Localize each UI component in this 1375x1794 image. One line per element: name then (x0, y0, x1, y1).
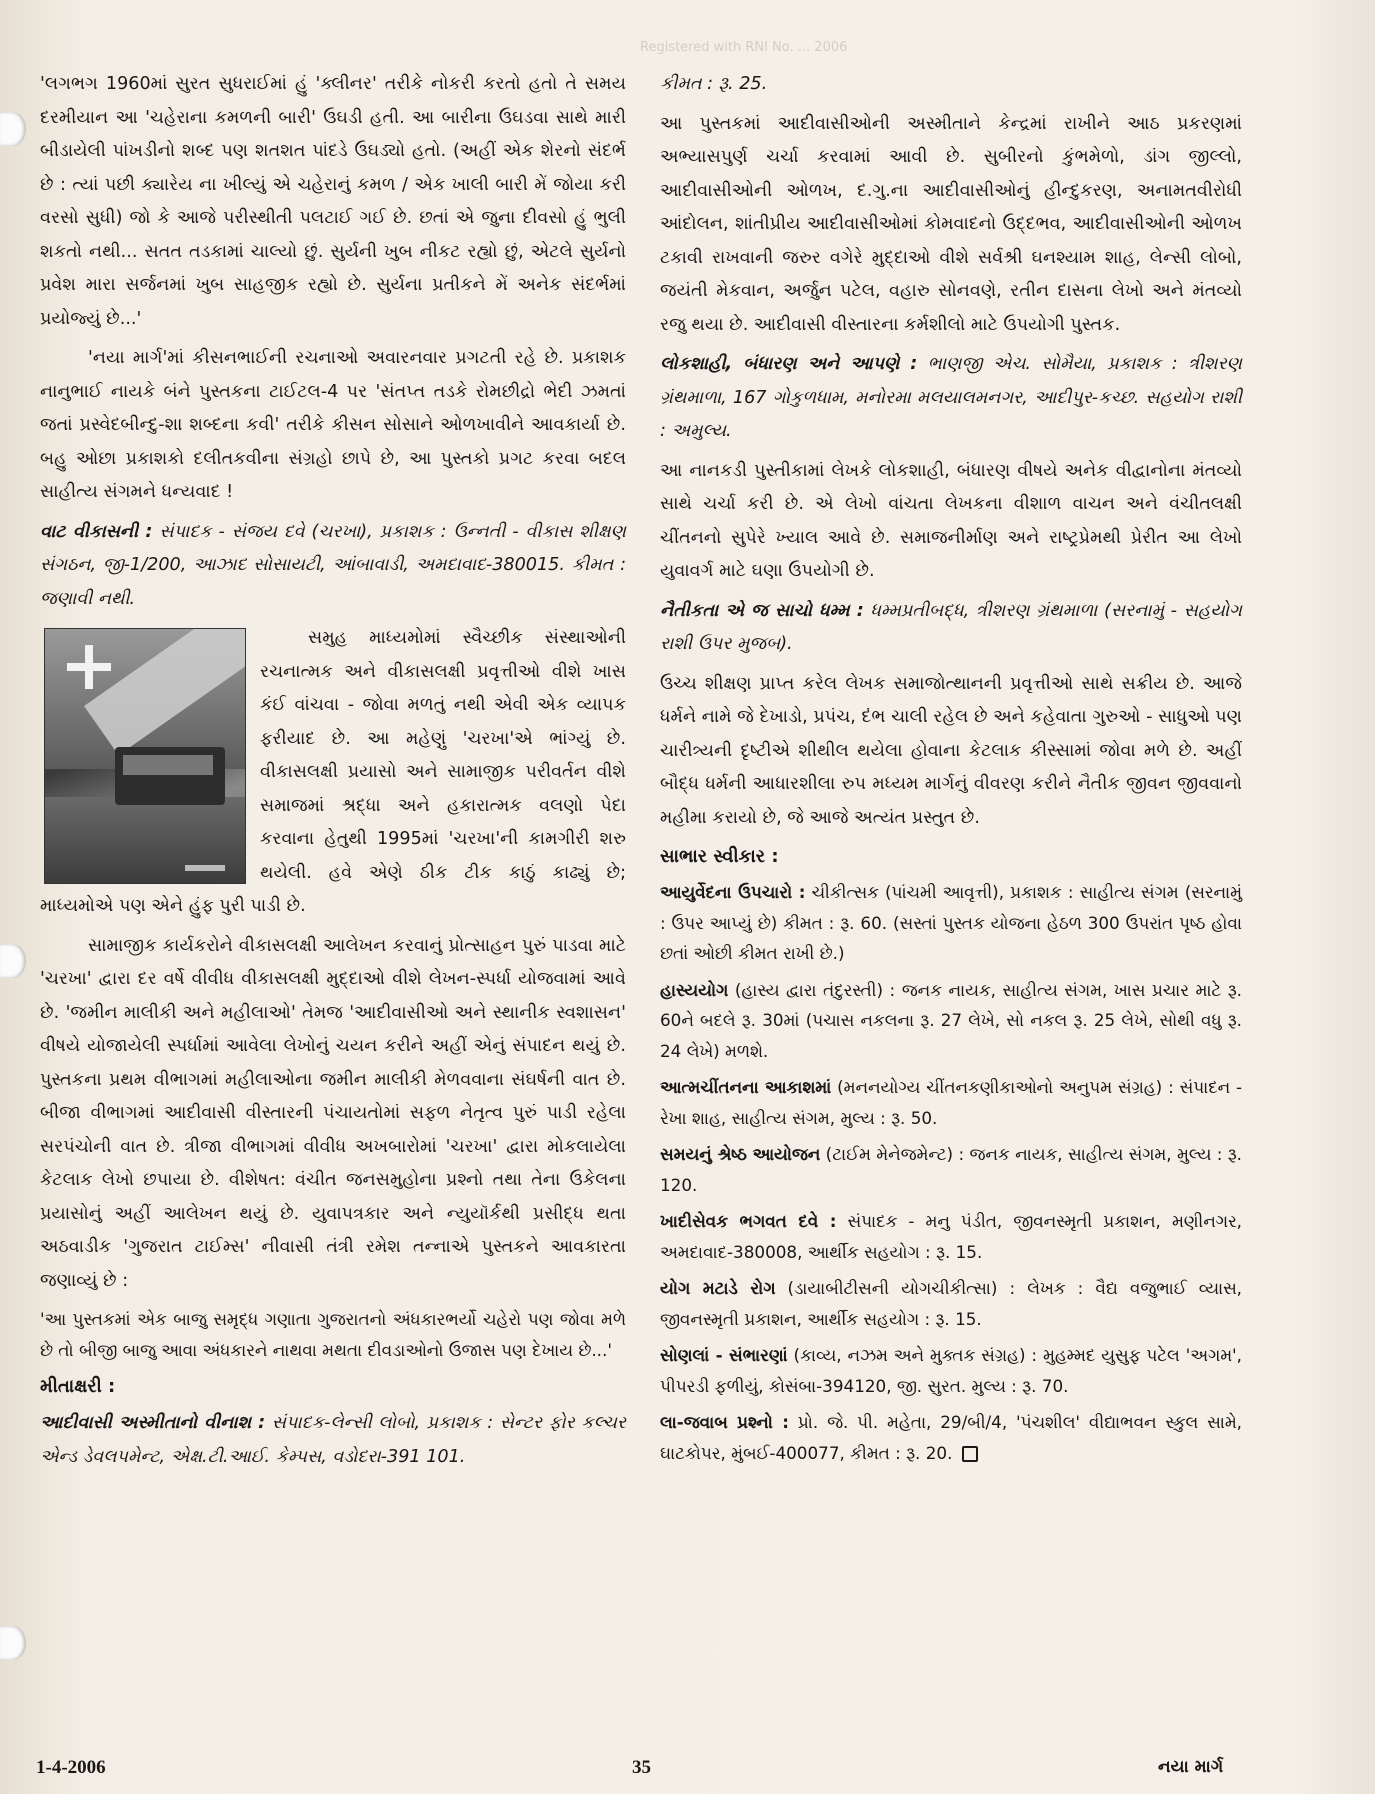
received-entry (660, 1407, 1242, 1468)
entry-title: આયુર્વેદના ઉપચારો : (660, 882, 806, 902)
entry-text: સંપાદક - મનુ પંડીત, જીવનસ્મૃતી પ્રકાશન, મણીનગર, અમદાવાદ-380008, આર્થીક સહયોગ : રૂ. 15. (660, 1211, 1242, 1262)
received-entry (660, 1273, 1242, 1334)
magazine-name: નયા માર્ગ (1158, 1757, 1224, 1777)
right-column (660, 68, 1242, 1474)
entry-text: (હાસ્ય દ્વારા તંદુરસ્તી) : જનક નાયક, સાહીત્ય સંગમ, ખાસ પ્રચાર માટે રૂ. 60ને બદલે રૂ. 30માં (પચાસ નકલના રૂ. 27 લેખે, સો નકલ રૂ. 25 લેખે, સોથી વધુ રૂ. 24 લેખે) મળશે. (660, 979, 1242, 1061)
book-details: ધમ્મપ્રતીબદ્ધ, ત્રીશરણ ગ્રંથમાળા (સરનામું - સહયોગ રાશી ઉપર મુજબ). (660, 600, 1242, 654)
entry-title: હાસ્યયોગ (660, 979, 729, 1000)
quote-paragraph: 'લગભગ 1960માં સુરત સુધરાઈમાં હું 'ક્લીનર' તરીકે નોકરી કરતો હતો તે સમય દરમીયાન આ 'ચહેરાના કમળની બારી' ઉઘડી હતી. આ બારીના ઉઘડવા સાથે મારી બીડાયેલી પાંખડીનો શબ્દ પણ શતશત પાંદડે ઉઘડ્યો હતો. (અહીં એક શેરનો સંદર્ભ છે : ત્યાં પછી ક્યારેય ના ખીલ્યું એ ચહેરાનું કમળ / એક ખાલી બારી મેં જોયા કરી વરસો સુધી) જો કે આજે પરીસ્થીતી પલટાઈ ગઈ છે. છતાં એ જુના દીવસો હું ભુલી શકતો નથી... સતત તડકામાં ચાલ્યો છું. સુર્યની ખુબ નીકટ રહ્યો છું, એટલે સુર્યનો પ્રવેશ મારા સર્જનમાં ખુબ સાહજીક રહ્યો છે. સુર્યના પ્રતીકને મેં અનેક સંદર્ભમાં પ્રયોજ્યું છે...' (40, 74, 626, 329)
end-mark-icon (962, 1446, 978, 1462)
received-entry (660, 1139, 1242, 1200)
punch-hole (0, 112, 26, 146)
entry-text: (મનનયોગ્ય ચીંતનકણીકાઓનો અનુપમ સંગ્રહ) : સંપાદન - રેખા શાહ, સાહીત્ય સંગમ, મુલ્ય : રૂ. 50. (660, 1077, 1242, 1128)
book-details: સંપાદક - સંજય દવે (ચરખા), પ્રકાશક : ઉન્નતી - વીકાસ શીક્ષણ સંગઠન, જી-1/200, આઝાદ સોસાયટી, આંબાવાડી, અમદાવાદ-380015. કીમત : જણાવી નથી. (40, 521, 626, 609)
entry-text: (કાવ્ય, નઝમ અને મુક્તક સંગ્રહ) : મુહમ્મદ યુસુફ પટેલ 'અગમ', પીપરડી ફળીયું, કોસંબા-394120, જી. સુરત. મુલ્ય : રૂ. 70. (660, 1345, 1242, 1396)
body-paragraph: સામાજીક કાર્યકરોને વીકાસલક્ષી આલેખન કરવાનું પ્રોત્સાહન પુરું પાડવા માટે 'ચરખા' દ્વારા દર વર્ષે વીવીધ વીકાસલક્ષી મુદ્દાઓ વીશે લેખન-સ્પર્ધા યોજવામાં આવે છે. 'જમીન માલીકી અને મહીલાઓ' તેમજ 'આદીવાસીઓ અને સ્થાનીક સ્વશાસન' વીષયે યોજાયેલી સ્પર્ધામાં આવેલા લેખોનું ચયન કરીને અહીં એનું સંપાદન થયું છે. પુસ્તકના પ્રથમ વીભાગમાં મહીલાઓના જમીન માલીકી મેળવવાના સંઘર્ષની વાત છે. બીજા વીભાગમાં આદીવાસી વીસ્તારની પંચાયતોમાં સફળ નેતૃત્વ પુરું પાડી રહેલા સરપંચોની વાત છે. ત્રીજા વીભાગમાં વીવીધ અખબારોમાં 'ચરખા' દ્વારા મોકલાયેલા કેટલાક લેખો છપાયા છે. વીશેષત: વંચીત જનસમુહોના પ્રશ્નો તથા તેના ઉકેલના પ્રયાસોનું અહીં આલેખન થયું છે. યુવાપત્રકાર અને ન્યુયૉર્કથી પ્રસીદ્ધ થતા અઠવાડીક 'ગુજરાત ટાઈમ્સ' નીવાસી તંત્રી રમેશ તન્નાએ પુસ્તકને આવકારતા જણાવ્યું છે : (40, 935, 626, 1291)
body-paragraph: સમુહ માધ્યમોમાં સ્વૈચ્છીક સંસ્થાઓની રચનાત્મક અને વીકાસલક્ષી પ્રવૃત્તીઓ વીશે ખાસ કંઈ વાંચવા - જોવા મળતું નથી એવી એક વ્યાપક ફરીયાદ છે. આ મહેણું 'ચરખા'એ ભાંગ્યું છે. વીકાસલક્ષી પ્રયાસો અને સામાજીક પરીવર્તન વીશે સમાજમાં શ્રદ્ધા અને હકારાત્મક વલણો પેદા કરવાના હેતુથી 1995માં 'ચરખા'ની કામગીરી શરુ થયેલી. હવે એણે ઠીક ટીક કાઠું કાઢ્યું છે; માધ્યમોએ પણ એને હુંફ પુરી પાડી છે. (40, 628, 626, 916)
book-entry (40, 1407, 626, 1474)
section-heading: સાભાર સ્વીકાર : (660, 846, 779, 867)
book-details: સંપાદક-લેન્સી લોબો, પ્રકાશક : સેન્ટર ફોર કલ્ચર એન્ડ ડેવલપમેન્ટ, એક્ષ.ટી.આઈ. કેમ્પસ, વડોદરા-391 101. (40, 1413, 626, 1467)
left-column (40, 68, 626, 1480)
book-title: આદીવાસી અસ્મીતાનો વીનાશ : (40, 1413, 266, 1433)
punch-hole (0, 944, 26, 978)
page-number: 35 (632, 1757, 651, 1778)
punch-hole (0, 1626, 26, 1660)
book-entry (660, 595, 1242, 662)
book-details: ભાણજી એચ. સોમૈયા, પ્રકાશક : ત્રીશરણ ગ્રંથમાળા, 167 ગોકુળધામ, મનોરમા મલયાલમનગર, આદીપુર-કચ્છ. સહયોગ રાશી : અમુલ્ય. (660, 354, 1243, 441)
entry-text: (ટાઈમ મેનેજમેન્ટ) : જનક નાયક, સાહીત્ય સંગમ, મુલ્ય : રૂ. 120. (660, 1144, 1242, 1195)
body-paragraph: આ નાનકડી પુસ્તીકામાં લેખકે લોકશાહી, બંધારણ વીષયે અનેક વીદ્વાનોના મંતવ્યો સાથે ચર્ચા કરી છે. એ લેખો વાંચતા લેખકના વીશાળ વાચન અને વંચીતલક્ષી ચીંતનનો સુપેરે ખ્યાલ આવે છે. સમાજનીર્માણ અને રાષ્ટ્રપ્રેમથી પ્રેરીત આ લેખો યુવાવર્ગ માટે ઘણા ઉપયોગી છે. (660, 460, 1242, 581)
book-cover-image (44, 628, 246, 884)
book-title: નૈતીકતા એ જ સાચો ધમ્મ : (660, 600, 864, 621)
book-title: લોકશાહી, બંધારણ અને આપણે : (660, 354, 918, 374)
issue-date: 1-4-2006 (36, 1757, 106, 1778)
entry-title: સમયનું શ્રેષ્ઠ આયોજન (660, 1144, 821, 1164)
book-entry (40, 516, 626, 617)
book-entry (660, 348, 1242, 449)
entry-title: લા-જવાબ પ્રશ્નો : (660, 1412, 789, 1432)
received-entry (660, 877, 1242, 969)
received-entry (660, 1206, 1242, 1267)
received-entry (660, 1340, 1242, 1401)
body-paragraph: ઉચ્ચ શીક્ષણ પ્રાપ્ત કરેલ લેખક સમાજોત્થાનની પ્રવૃત્તીઓ સાથે સક્રીય છે. આજે ધર્મને નામે જે દેખાડો, પ્રપંચ, દંભ ચાલી રહેલ છે અને કહેવાતા ગુરુઓ - સાધુઓ પણ ચારીત્ર્યની દૃષ્ટીએ શીથીલ થયેલા હોવાના કેટલાક કીસ્સામાં જોવા મળે છે. અહીં બૌદ્ધ ધર્મની આધારશીલા રુપ મધ્યમ માર્ગનું વીવરણ કરીને નૈતીક જીવન જીવવાનો મહીમા કરાયો છે, જે આજે અત્યંત પ્રસ્તુત છે. (660, 673, 1242, 828)
figure-section (40, 622, 626, 930)
entry-text: પ્રો. જે. પી. મહેતા, 29/બી/4, 'પંચશીલ' વીદ્યાભવન સ્કુલ સામે, ઘાટકોપર, મુંબઈ-400077, કીમત : રૂ. 20. (660, 1412, 1242, 1463)
entry-title: સોણલાં - સંભારણાં (660, 1345, 788, 1365)
entry-title: આત્મચીંતનના આકાશમાં (660, 1077, 832, 1097)
received-entry (660, 1072, 1242, 1133)
received-entry (660, 975, 1242, 1067)
book-price: કીમત : રૂ. 25. (660, 74, 768, 94)
book-title: વાટ વીકાસની : (40, 521, 153, 542)
body-paragraph: આ પુસ્તકમાં આદીવાસીઓની અસ્મીતાને કેન્દ્રમાં રાખીને આઠ પ્રકરણમાં અભ્યાસપુર્ણ ચર્ચા કરવામાં આવી છે. સુબીરનો કુંભમેળો, ડાંગ જીલ્લો, આદીવાસીઓની ઓળખ, દ.ગુ.ના આદીવાસીઓનું હીન્દુકરણ, અનામતવીરોધી આંદોલન, શાંતીપ્રીય આદીવાસીઓમાં કોમવાદનો ઉદ્દભવ, આદીવાસીઓની ઓળખ ટકાવી રાખવાની જરુર વગેરે મુદ્દાઓ વીશે સર્વશ્રી ઘનશ્યામ શાહ, લેન્સી લોબો, જયંતી મેકવાન, અર્જુન પટેલ, વહારુ સોનવણે, રતીન દાસના લેખો અને મંતવ્યો રજુ થયા છે. આદીવાસી વીસ્તારના કર્મશીલો માટે ઉપયોગી પુસ્તક. (660, 113, 1242, 335)
bleed-through-header: Registered with RNI No. ... 2006 (640, 40, 848, 55)
section-heading: મીતાક્ષરી : (40, 1376, 116, 1397)
entry-text: (ડાયાબીટીસની યોગચીકીત્સા) : લેખક : વૈદ્ય વજુભાઈ વ્યાસ, જીવનસ્મૃતી પ્રકાશન, આર્થીક સહયોગ : રૂ. 15. (660, 1278, 1242, 1329)
quote-paragraph: 'આ પુસ્તકમાં એક બાજુ સમૃદ્ધ ગણાતા ગુજરાતનો અંધકારભર્યો ચહેરો પણ જોવા મળે છે તો બીજી બાજુ આવા અંધકારને નાથવા મથતા દીવડાઓનો ઉજાસ પણ દેખાય છે...' (40, 1309, 626, 1360)
entry-title: ખાદીસેવક ભગવત દવે : (660, 1211, 837, 1231)
body-paragraph: 'નયા માર્ગ'માં કીસનભાઈની રચનાઓ અવારનવાર પ્રગટતી રહે છે. પ્રકાશક નાનુભાઈ નાયકે બંને પુસ્તકના ટાઈટલ-4 પર 'સંતપ્ત તડકે રોમછીદ્રો ભેદી ઝમતાં જતાં પ્રસ્વેદબીન્દુ-શા શબ્દના કવી' તરીકે કીસન સોસાને ઓળખાવીને આવકાર્યા છે. બહુ ઓછા પ્રકાશકો દલીતકવીના સંગ્રહો છાપે છે, આ પુસ્તકો પ્રગટ કરવા બદલ સાહીત્ય સંગમને ધન્યવાદ ! (40, 348, 626, 502)
entry-text: ચીકીત્સક (પાંચમી આવૃત્તી), પ્રકાશક : સાહીત્ય સંગમ (સરનામું : ઉપર આપ્યું છે) કીમત : રૂ. 60. (સસ્તાં પુસ્તક યોજના હેઠળ 300 ઉપરાંત પૃષ્ઠ હોવા છતાં ઓછી કીમત રાખી છે.) (660, 882, 1243, 963)
entry-title: યોગ મટાડે રોગ (660, 1278, 776, 1298)
